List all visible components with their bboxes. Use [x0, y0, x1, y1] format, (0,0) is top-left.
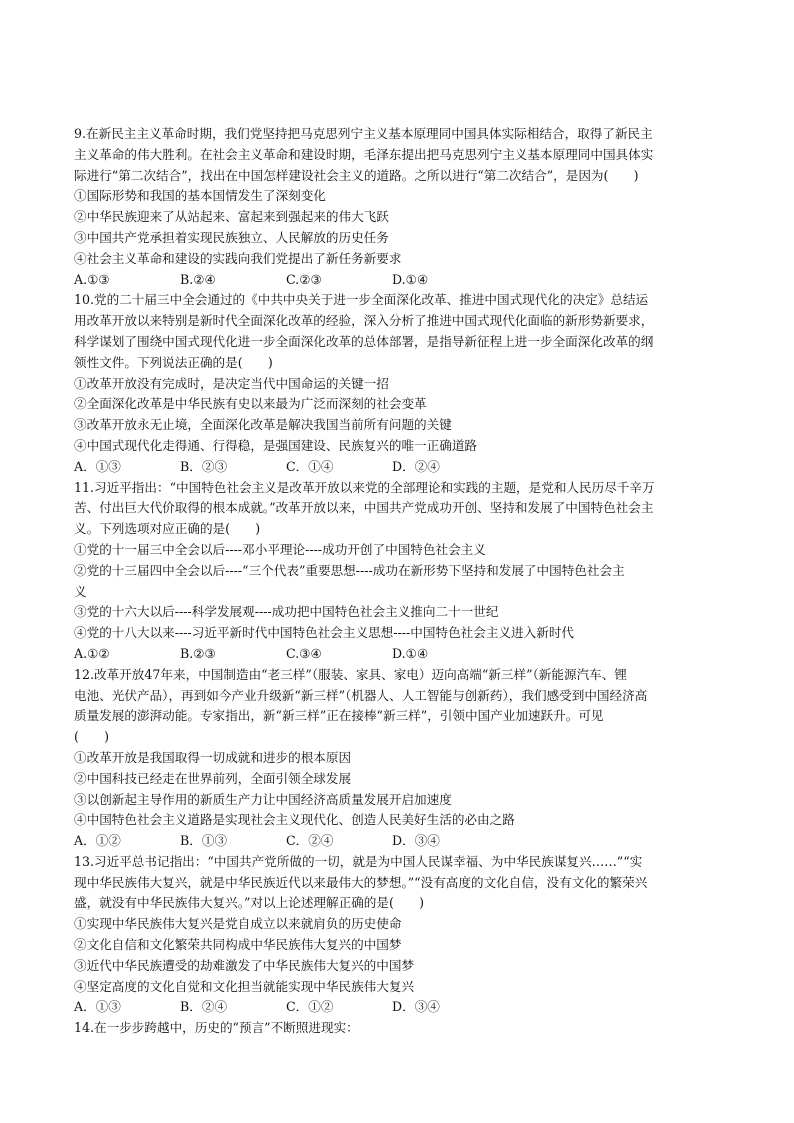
question-stem-line: 用改革开放以来特别是新时代全面深化改革的经验，深入分析了推进中国式现代化面临的新形势新要求，: [74, 313, 654, 329]
question-stem-line: 质量发展的澎湃动能。专家指出，新“新三样”正在接棒“新三样”，引领中国产业加速跃升。可见: [74, 708, 604, 724]
statement-item: ④中国式现代化走得通、行得稳，是强国建设、民族复兴的唯一正确道路: [74, 437, 477, 453]
question-stem-line: 义。下列选项对应正确的是( ): [74, 521, 261, 537]
option-c: C.③④: [286, 645, 322, 661]
answer-options: [74, 997, 726, 1018]
answer-options: [74, 831, 726, 852]
statement-item: ①党的十一届三中全会以后----邓小平理论----成功开创了中国特色社会主义: [74, 541, 486, 557]
question-stem-line: 11.习近平指出：“中国特色社会主义是改革开放以来党的全部理论和实践的主题，是党和人民历尽千辛万: [74, 479, 655, 495]
option-a: A．①③: [74, 458, 121, 474]
statement-item: ③党的十六大以后----科学发展观----成功把中国特色社会主义推向二十一世纪: [74, 604, 499, 620]
question-13: [74, 852, 726, 1018]
option-d: D．③④: [392, 999, 440, 1015]
answer-options: [74, 644, 726, 665]
statement-item: ②全面深化改革是中华民族有史以来最为广泛而深刻的社会变革: [74, 396, 427, 412]
statement-item: ①改革开放没有完成时，是决定当代中国命运的关键一招: [74, 375, 389, 391]
option-b: B.②④: [180, 271, 216, 287]
option-d: D.①④: [392, 645, 429, 661]
statement-item: ②文化自信和文化繁荣共同构成中华民族伟大复兴的中国梦: [74, 937, 402, 953]
statement-item: ④社会主义革命和建设的实践向我们党提出了新任务新要求: [74, 250, 402, 266]
question-stem-line: 苦、付出巨大代价取得的根本成就。”改革开放以来，中国共产党成功开创、坚持和发展了中国特色社会主: [74, 500, 654, 516]
question-stem-line: 科学谋划了围绕中国式现代化进一步全面深化改革的总体部署，是指导新征程上进一步全面深化改革的纲: [74, 333, 654, 349]
option-d: D．③④: [392, 833, 440, 849]
statement-item: ②中国科技已经走在世界前列，全面引领全球发展: [74, 770, 352, 786]
option-a: A.①②: [74, 645, 110, 661]
statement-item: ①实现中华民族伟大复兴是党自成立以来就肩负的历史使命: [74, 916, 402, 932]
statement-item: ③中国共产党承担着实现民族独立、人民解放的历史任务: [74, 229, 389, 245]
question-stem-line: 12.改革开放47年来，中国制造由“老三样”（服装、家具、家电）迈向高端“新三样”（新能源汽车、锂: [74, 666, 627, 682]
question-12: [74, 665, 726, 852]
option-c: C.②③: [286, 271, 322, 287]
question-14: [74, 1018, 726, 1039]
statement-item: ③以创新起主导作用的新质生产力让中国经济高质量发展开启加速度: [74, 791, 452, 807]
question-9: [74, 124, 726, 290]
statement-item: ③改革开放永无止境，全面深化改革是解决我国当前所有问题的关键: [74, 417, 452, 433]
statement-item: ②党的十三届四中全会以后----“三个代表”重要思想----成功在新形势下坚持和发展了中国特色社会主: [74, 562, 625, 578]
question-list: [74, 124, 726, 1039]
statement-item: ①国际形势和我国的基本国情发生了深刻变化: [74, 188, 326, 204]
option-a: A．①②: [74, 833, 121, 849]
statement-item: ②中华民族迎来了从站起来、富起来到强起来的伟大飞跃: [74, 209, 389, 225]
question-stem-line: 电池、光伏产品），再到如今产业升级新“新三样”（机器人、人工智能与创新药），我们感受到中国经济高: [74, 687, 648, 703]
question-stem-line: 际进行“第二次结合”，找出在中国怎样建设社会主义的道路。之所以进行“第二次结合”，是因为( ): [74, 167, 639, 183]
option-c: C．①④: [286, 458, 334, 474]
option-b: B.②③: [180, 645, 216, 661]
option-b: B．①③: [180, 833, 228, 849]
option-c: C．①②: [286, 999, 334, 1015]
option-b: B．②③: [180, 458, 228, 474]
question-stem-line: 10.党的二十届三中全会通过的《中共中央关于进一步全面深化改革、推进中国式现代化的决定》总结运: [74, 292, 649, 308]
question-stem-line: 领性文件。下列说法正确的是( ): [74, 354, 273, 370]
option-d: D.①④: [392, 271, 429, 287]
question-stem-line: 9.在新民主主义革命时期，我们党坚持把马克思列宁主义基本原理同中国具体实际相结合，取得了新民主: [74, 126, 653, 141]
statement-item: ④坚定高度的文化自觉和文化担当就能实现中华民族伟大复兴: [74, 978, 415, 994]
question-stem-line: 14.在一步步跨越中，历史的“预言”不断照进现实：: [74, 1020, 359, 1036]
question-stem-line: 盛，就没有中华民族伟大复兴。”对以上论述理解正确的是( ): [74, 895, 424, 911]
question-stem-line: 现中华民族伟大复兴，就是中华民族近代以来最伟大的梦想。”“没有高度的文化自信，没有文化的繁荣兴: [74, 874, 648, 890]
statement-item: ③近代中华民族遭受的劫难激发了中华民族伟大复兴的中国梦: [74, 957, 415, 973]
option-c: C．②④: [286, 833, 334, 849]
statement-item: ④党的十八大以来----习近平新时代中国特色社会主义思想----中国特色社会主义进入新时代: [74, 625, 575, 641]
statement-item: ④中国特色社会主义道路是实现社会主义现代化、创造人民美好生活的必由之路: [74, 812, 515, 828]
statement-item: ①改革开放是我国取得一切成就和进步的根本原因: [74, 749, 352, 765]
question-stem-line: 主义革命的伟大胜利。在社会主义革命和建设时期，毛泽东提出把马克思列宁主义基本原理同中国具体实: [74, 146, 654, 162]
question-10: [74, 290, 726, 477]
option-b: B．②④: [180, 999, 228, 1015]
option-a: A.①③: [74, 271, 110, 287]
question-11: [74, 478, 726, 665]
question-stem-line: ( ): [74, 729, 110, 745]
option-a: A．①③: [74, 999, 121, 1015]
question-stem-line: 13.习近平总书记指出：“中国共产党所做的一切，就是为中国人民谋幸福、为中华民族谋复兴……”“实: [74, 853, 643, 869]
statement-item: 义: [74, 583, 87, 599]
answer-options: [74, 457, 726, 478]
option-d: D．②④: [392, 458, 440, 474]
answer-options: [74, 270, 726, 291]
